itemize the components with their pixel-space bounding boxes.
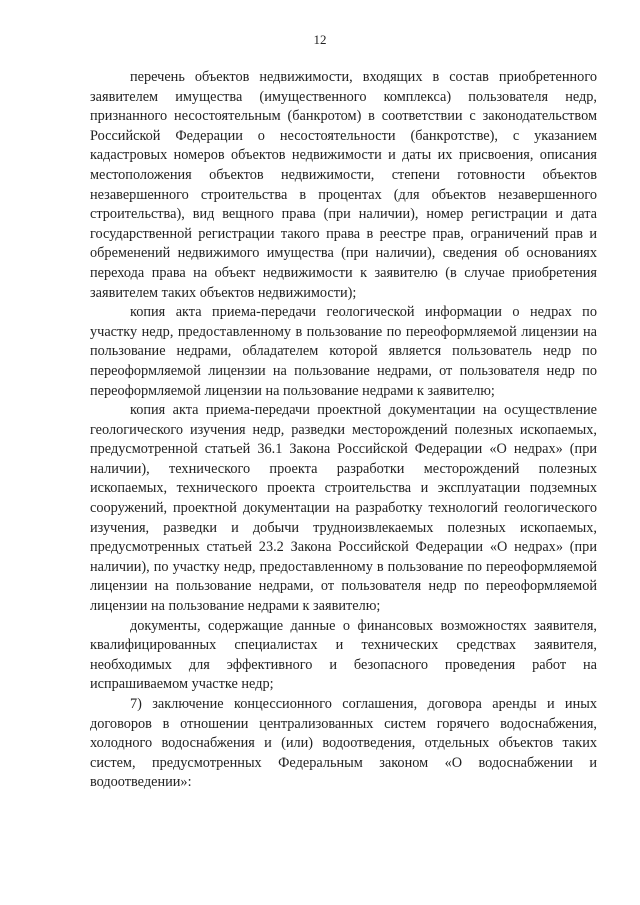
paragraph-financial-docs: документы, содержащие данные о финансовых возможностях заявителя, квалифицированных специалистах и технических средствах заявителя, необходимых для эффективного и безопасного проведения работ на испрашиваемом участке недр;	[90, 617, 597, 693]
paragraph-concession-agreement: 7) заключение концессионного соглашения, договора аренды и иных договоров в отношении централизованных систем горячего водоснабжения, холодного водоснабжения и (или) водоотведения, отдельных объектов таких систем, предусмотренных Федеральным законом «О водоснабжении и водоотведении»:	[90, 696, 597, 791]
body-text	[90, 68, 597, 793]
paragraph-real-estate-list: перечень объектов недвижимости, входящих в состав приобретенного заявителем имущества (имущественного комплекса) пользователя недр, признанного несостоятельным (банкротом) в соответствии с законодательством Российской Федерации о несостоятельности (банкротстве), с указанием кадастровых номеров объектов недвижимости и даты их присвоения, описания местоположения объектов недвижимости, степени готовности объектов незавершенного строительства в процентах (для объектов незавершенного строительства), вид вещного права (при наличии), номер регистрации и дата государственной регистрации такого права в реестре прав, ограничений прав и обременений недвижимого имущества (при наличии), сведения об основаниях перехода права на объект недвижимости к заявителю (в случае приобретения заявителем таких объектов недвижимости);	[90, 69, 597, 301]
page-number: 12	[313, 32, 327, 47]
paragraph-project-docs-act: копия акта приема-передачи проектной документации на осуществление геологического изучения недр, разведки месторождений полезных ископаемых, предусмотренной статьей 36.1 Закона Российской Федерации «О недрах» (при наличии), технического проекта разработки месторождений полезных ископаемых, технического проекта строительства и эксплуатации подземных сооружений, проектной документации на разработку технологий геологического изучения, разведки и добычи трудноизвлекаемых полезных ископаемых, предусмотренных статьей 23.2 Закона Российской Федерации «О недрах» (при наличии), по участку недр, предоставленному в пользование по переоформляемой лицензии на пользование недрами, от пользователя недр по переоформляемой лицензии на пользование недрами к заявителю;	[90, 402, 597, 615]
paragraph-geological-info-act: копия акта приема-передачи геологической информации о недрах по участку недр, предоставленному в пользование по переоформляемой лицензии на пользование недрами, обладателем которой является пользователь недр по переоформляемой лицензии на пользование недрами, от пользователя недр по переоформляемой лицензии на пользование недрами к заявителю;	[90, 304, 597, 399]
